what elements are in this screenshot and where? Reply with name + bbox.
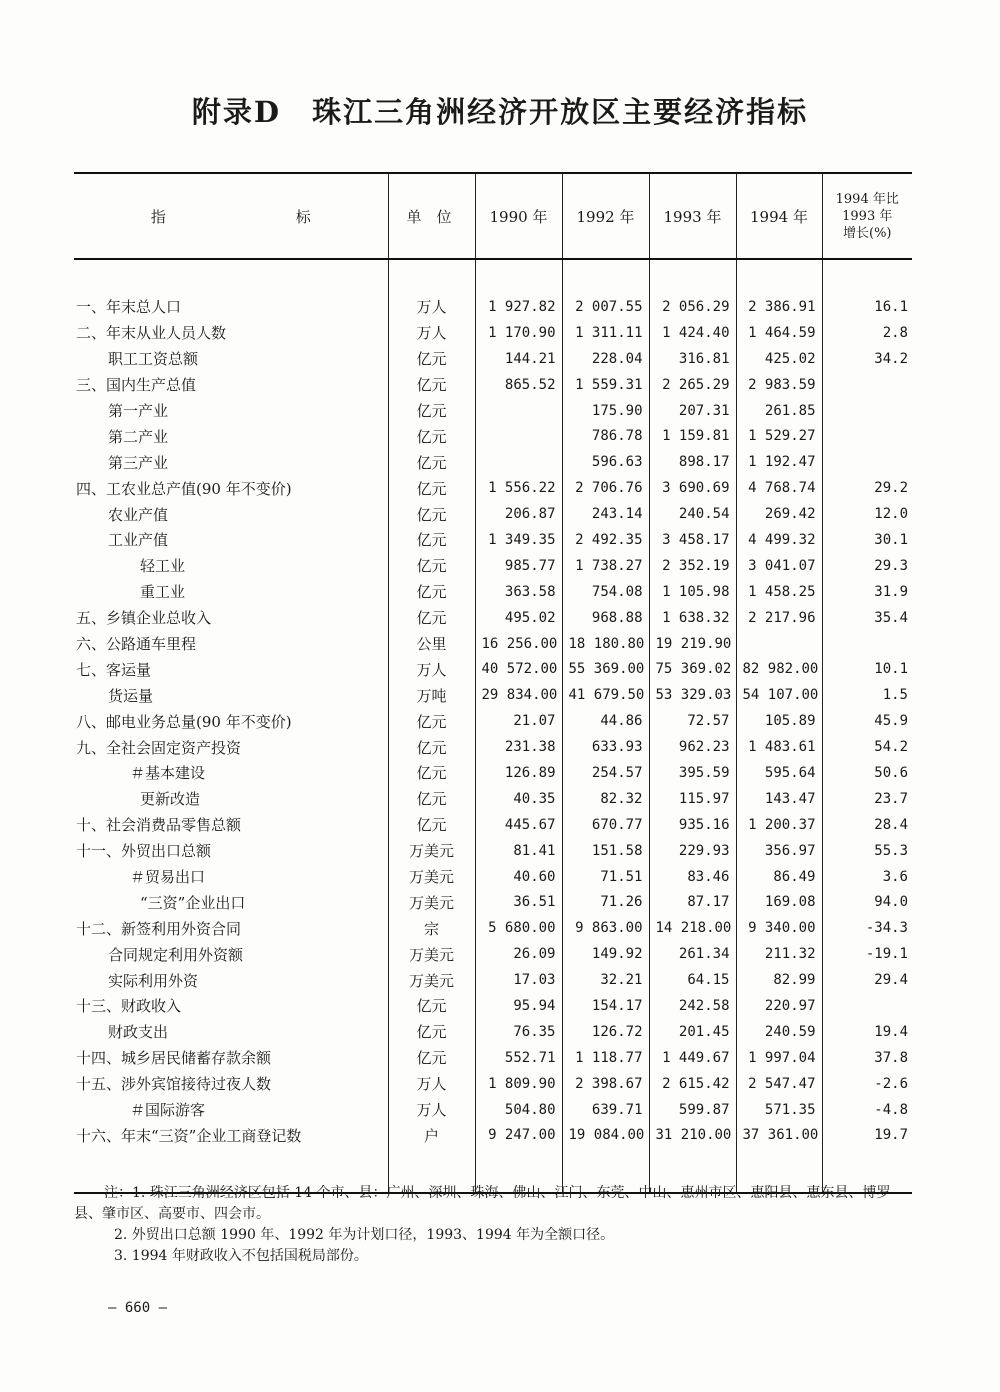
value-1990: 16 256.00 — [475, 631, 562, 657]
table-row — [74, 734, 912, 760]
row-label: 九、全社会固定资产投资 — [76, 738, 242, 757]
row-label: 合同规定利用外资额 — [108, 945, 244, 964]
value-1994: 1 529.27 — [736, 423, 822, 449]
value-1993: 87.17 — [649, 889, 736, 915]
value-1993: 242.58 — [649, 993, 736, 1019]
row-unit: 宗 — [388, 915, 475, 941]
value-1990: 76.35 — [475, 1019, 562, 1045]
page-title: 附录D 珠江三角洲经济开放区主要经济指标 — [191, 95, 809, 129]
value-1994: 2 386.91 — [736, 294, 822, 320]
row-label: 三、国内生产总值 — [76, 376, 197, 395]
table-row — [74, 1097, 912, 1123]
value-1990: 206.87 — [475, 501, 562, 527]
value-1993: 83.46 — [649, 864, 736, 890]
value-1993: 599.87 — [649, 1097, 736, 1123]
value-1992: 55 369.00 — [562, 656, 649, 682]
value-1990: 40.60 — [475, 864, 562, 890]
row-unit: 户 — [388, 1123, 475, 1149]
footnote-1: 注：1. 珠江三角洲经济区包括 14 个市、县：广州、深圳、珠海、佛山、江门、东莞、中山、惠州市区、惠阳县、惠东县、博罗县、肇市区、高要市、四会市。 — [74, 1185, 891, 1222]
table-spacer-row — [74, 259, 912, 294]
row-unit: 亿元 — [388, 372, 475, 398]
value-1994: 82 982.00 — [736, 656, 822, 682]
value-1994: 82.99 — [736, 967, 822, 993]
header-1994: 1994 年 — [736, 173, 822, 259]
table-row — [74, 372, 912, 398]
value-growth: 29.3 — [822, 553, 912, 579]
value-1990: 81.41 — [475, 838, 562, 864]
row-label: 工业产值 — [108, 531, 169, 550]
value-1990: 1 170.90 — [475, 320, 562, 346]
row-unit: 公里 — [388, 631, 475, 657]
value-1994: 425.02 — [736, 346, 822, 372]
value-1993: 1 638.32 — [649, 605, 736, 631]
value-1993: 14 218.00 — [649, 915, 736, 941]
value-1993: 261.34 — [649, 941, 736, 967]
value-1993: 2 352.19 — [649, 553, 736, 579]
row-label: 货运量 — [108, 686, 154, 705]
value-1994: 169.08 — [736, 889, 822, 915]
value-1992: 2 007.55 — [562, 294, 649, 320]
value-growth: 10.1 — [822, 656, 912, 682]
value-1994: 220.97 — [736, 993, 822, 1019]
value-1992: 154.17 — [562, 993, 649, 1019]
value-1994: 1 464.59 — [736, 320, 822, 346]
row-unit: 亿元 — [388, 605, 475, 631]
table-row — [74, 398, 912, 424]
row-unit: 亿元 — [388, 449, 475, 475]
value-1993: 53 329.03 — [649, 682, 736, 708]
value-1990 — [475, 398, 562, 424]
value-1994: 2 547.47 — [736, 1071, 822, 1097]
row-unit: 万人 — [388, 656, 475, 682]
header-indicator: 指 标 — [74, 173, 388, 259]
value-1994: 571.35 — [736, 1097, 822, 1123]
row-unit: 亿元 — [388, 993, 475, 1019]
value-growth: -34.3 — [822, 915, 912, 941]
value-1993: 64.15 — [649, 967, 736, 993]
value-1993: 19 219.90 — [649, 631, 736, 657]
value-1990: 1 349.35 — [475, 527, 562, 553]
value-growth: 50.6 — [822, 760, 912, 786]
value-1992: 149.92 — [562, 941, 649, 967]
table-row — [74, 993, 912, 1019]
row-label: 十六、年末“三资”企业工商登记数 — [76, 1126, 302, 1145]
value-1992: 596.63 — [562, 449, 649, 475]
value-1992: 786.78 — [562, 423, 649, 449]
value-growth: -19.1 — [822, 941, 912, 967]
value-1994: 54 107.00 — [736, 682, 822, 708]
value-growth: 29.4 — [822, 967, 912, 993]
value-growth: 37.8 — [822, 1045, 912, 1071]
row-label: 第三产业 — [108, 453, 169, 472]
value-1992: 968.88 — [562, 605, 649, 631]
row-label: ＃国际游客 — [130, 1101, 206, 1120]
value-growth: -4.8 — [822, 1097, 912, 1123]
table-row — [74, 631, 912, 657]
value-1990: 5 680.00 — [475, 915, 562, 941]
value-1993: 962.23 — [649, 734, 736, 760]
value-1993: 115.97 — [649, 786, 736, 812]
value-growth: 29.2 — [822, 475, 912, 501]
value-growth: 16.1 — [822, 294, 912, 320]
value-growth: -2.6 — [822, 1071, 912, 1097]
value-1993: 898.17 — [649, 449, 736, 475]
row-unit: 亿元 — [388, 553, 475, 579]
row-unit: 亿元 — [388, 423, 475, 449]
value-1994 — [736, 631, 822, 657]
value-growth — [822, 631, 912, 657]
value-1992: 18 180.80 — [562, 631, 649, 657]
value-1992: 754.08 — [562, 579, 649, 605]
value-1994: 2 983.59 — [736, 372, 822, 398]
row-label: 十、社会消费品零售总额 — [76, 816, 242, 835]
value-1992: 32.21 — [562, 967, 649, 993]
value-1992: 1 738.27 — [562, 553, 649, 579]
value-1994: 1 458.25 — [736, 579, 822, 605]
value-1992: 254.57 — [562, 760, 649, 786]
footnotes — [74, 1183, 914, 1267]
value-1994: 1 483.61 — [736, 734, 822, 760]
row-label: 更新改造 — [140, 790, 201, 809]
row-label: 六、公路通车里程 — [76, 635, 197, 654]
row-unit: 万美元 — [388, 838, 475, 864]
value-1992: 19 084.00 — [562, 1123, 649, 1149]
value-1993: 2 265.29 — [649, 372, 736, 398]
table-row — [74, 941, 912, 967]
table-row — [74, 786, 912, 812]
header-1990: 1990 年 — [475, 173, 562, 259]
table-row — [74, 889, 912, 915]
row-unit: 亿元 — [388, 527, 475, 553]
row-label: 轻工业 — [140, 557, 186, 576]
row-unit: 亿元 — [388, 501, 475, 527]
value-growth: 35.4 — [822, 605, 912, 631]
value-growth: 31.9 — [822, 579, 912, 605]
row-unit: 万人 — [388, 1071, 475, 1097]
row-label: ＃基本建设 — [130, 764, 206, 783]
value-1993: 3 690.69 — [649, 475, 736, 501]
value-1992: 126.72 — [562, 1019, 649, 1045]
value-1990: 9 247.00 — [475, 1123, 562, 1149]
value-1993: 207.31 — [649, 398, 736, 424]
table-row — [74, 449, 912, 475]
value-growth — [822, 449, 912, 475]
row-unit: 万吨 — [388, 682, 475, 708]
value-1994: 1 192.47 — [736, 449, 822, 475]
indicator-table-container — [74, 172, 912, 1194]
value-1990: 95.94 — [475, 993, 562, 1019]
value-1992: 44.86 — [562, 708, 649, 734]
value-1994: 356.97 — [736, 838, 822, 864]
value-growth: 23.7 — [822, 786, 912, 812]
value-1992: 2 492.35 — [562, 527, 649, 553]
value-1992: 2 706.76 — [562, 475, 649, 501]
row-label: 农业产值 — [108, 505, 169, 524]
value-growth: 30.1 — [822, 527, 912, 553]
row-unit: 亿元 — [388, 579, 475, 605]
value-1992: 2 398.67 — [562, 1071, 649, 1097]
row-label: 十五、涉外宾馆接待过夜人数 — [76, 1075, 272, 1094]
value-1992: 670.77 — [562, 812, 649, 838]
footnote-3: 3. 1994 年财政收入不包括国税局部份。 — [114, 1248, 368, 1264]
value-growth — [822, 398, 912, 424]
value-1990: 552.71 — [475, 1045, 562, 1071]
value-1993: 201.45 — [649, 1019, 736, 1045]
row-unit: 万美元 — [388, 889, 475, 915]
value-1992: 228.04 — [562, 346, 649, 372]
value-1990: 363.58 — [475, 579, 562, 605]
row-unit: 万人 — [388, 1097, 475, 1123]
value-1992: 71.51 — [562, 864, 649, 890]
value-1992: 639.71 — [562, 1097, 649, 1123]
value-1992: 633.93 — [562, 734, 649, 760]
value-1992: 151.58 — [562, 838, 649, 864]
value-1990: 504.80 — [475, 1097, 562, 1123]
table-row — [74, 423, 912, 449]
row-label: 第一产业 — [108, 402, 169, 420]
table-row — [74, 915, 912, 941]
row-label: 实际利用外资 — [108, 971, 199, 990]
value-1993: 75 369.02 — [649, 656, 736, 682]
row-unit: 万人 — [388, 320, 475, 346]
row-label: 十四、城乡居民储蓄存款余额 — [76, 1049, 272, 1068]
value-1993: 240.54 — [649, 501, 736, 527]
value-1992: 243.14 — [562, 501, 649, 527]
value-1993: 72.57 — [649, 708, 736, 734]
table-row — [74, 864, 912, 890]
table-row — [74, 1123, 912, 1149]
value-growth — [822, 993, 912, 1019]
table-row — [74, 475, 912, 501]
row-unit: 亿元 — [388, 708, 475, 734]
value-1994: 595.64 — [736, 760, 822, 786]
value-growth: 3.6 — [822, 864, 912, 890]
value-1994: 261.85 — [736, 398, 822, 424]
row-unit: 万美元 — [388, 941, 475, 967]
row-label: 五、乡镇企业总收入 — [76, 609, 212, 628]
value-1990: 126.89 — [475, 760, 562, 786]
value-1993: 1 449.67 — [649, 1045, 736, 1071]
value-1993: 395.59 — [649, 760, 736, 786]
table-row — [74, 812, 912, 838]
table-row — [74, 838, 912, 864]
value-1990: 144.21 — [475, 346, 562, 372]
value-1992: 1 118.77 — [562, 1045, 649, 1071]
value-growth — [822, 423, 912, 449]
row-label: 四、工农业总产值(90 年不变价) — [76, 479, 292, 498]
header-1993: 1993 年 — [649, 173, 736, 259]
row-label: 一、年末总人口 — [76, 298, 182, 317]
table-row — [74, 760, 912, 786]
value-1994: 1 997.04 — [736, 1045, 822, 1071]
value-growth: 19.7 — [822, 1123, 912, 1149]
table-row — [74, 1045, 912, 1071]
table-row — [74, 967, 912, 993]
value-1993: 1 424.40 — [649, 320, 736, 346]
value-1993: 3 458.17 — [649, 527, 736, 553]
value-growth: 12.0 — [822, 501, 912, 527]
value-1990: 865.52 — [475, 372, 562, 398]
value-1990 — [475, 423, 562, 449]
value-1990: 1 927.82 — [475, 294, 562, 320]
value-1992: 41 679.50 — [562, 682, 649, 708]
value-growth: 55.3 — [822, 838, 912, 864]
table-row — [74, 294, 912, 320]
value-1993: 1 159.81 — [649, 423, 736, 449]
table-row — [74, 579, 912, 605]
value-1990: 17.03 — [475, 967, 562, 993]
value-1994: 86.49 — [736, 864, 822, 890]
footnote-2: 2. 外贸出口总额 1990 年、1992 年为计划口径，1993、1994 年为全额口径。 — [114, 1227, 615, 1243]
value-1990: 985.77 — [475, 553, 562, 579]
value-1992: 82.32 — [562, 786, 649, 812]
row-unit: 亿元 — [388, 1045, 475, 1071]
value-1990: 40 572.00 — [475, 656, 562, 682]
row-label: “三资”企业出口 — [140, 893, 246, 912]
table-row — [74, 656, 912, 682]
row-label: 十三、财政收入 — [76, 997, 182, 1016]
value-1993: 1 105.98 — [649, 579, 736, 605]
value-1994: 9 340.00 — [736, 915, 822, 941]
value-growth: 45.9 — [822, 708, 912, 734]
table-row — [74, 682, 912, 708]
value-1990: 445.67 — [475, 812, 562, 838]
value-1994: 105.89 — [736, 708, 822, 734]
row-label: 二、年末从业人员人数 — [76, 324, 227, 343]
value-1994: 4 768.74 — [736, 475, 822, 501]
table-row — [74, 527, 912, 553]
row-label: 第二产业 — [108, 427, 169, 446]
table-row — [74, 605, 912, 631]
value-1990: 29 834.00 — [475, 682, 562, 708]
value-1994: 269.42 — [736, 501, 822, 527]
value-1994: 143.47 — [736, 786, 822, 812]
table-header-row — [74, 173, 912, 259]
value-1990: 231.38 — [475, 734, 562, 760]
value-1992: 1 311.11 — [562, 320, 649, 346]
value-1990: 26.09 — [475, 941, 562, 967]
value-1990: 36.51 — [475, 889, 562, 915]
indicator-table — [74, 172, 912, 1194]
value-1992: 175.90 — [562, 398, 649, 424]
value-growth: 1.5 — [822, 682, 912, 708]
header-growth: 1994 年比 1993 年 增长(%) — [822, 173, 912, 259]
row-label: 职工工资总额 — [108, 350, 199, 369]
row-unit: 亿元 — [388, 346, 475, 372]
header-1992: 1992 年 — [562, 173, 649, 259]
value-1990: 1 809.90 — [475, 1071, 562, 1097]
value-1994: 211.32 — [736, 941, 822, 967]
value-1994: 2 217.96 — [736, 605, 822, 631]
value-growth: 2.8 — [822, 320, 912, 346]
row-unit: 亿元 — [388, 734, 475, 760]
value-growth: 19.4 — [822, 1019, 912, 1045]
row-label: 十二、新签利用外资合同 — [76, 919, 242, 938]
value-growth: 94.0 — [822, 889, 912, 915]
row-unit: 亿元 — [388, 398, 475, 424]
value-1993: 316.81 — [649, 346, 736, 372]
row-unit: 万美元 — [388, 864, 475, 890]
value-1994: 240.59 — [736, 1019, 822, 1045]
value-1993: 31 210.00 — [649, 1123, 736, 1149]
value-1994: 3 041.07 — [736, 553, 822, 579]
row-unit: 亿元 — [388, 1019, 475, 1045]
value-1990 — [475, 449, 562, 475]
row-unit: 万美元 — [388, 967, 475, 993]
value-1992: 1 559.31 — [562, 372, 649, 398]
table-body — [74, 259, 912, 1193]
table-row — [74, 553, 912, 579]
value-growth — [822, 372, 912, 398]
header-unit: 单 位 — [388, 173, 475, 259]
value-1993: 2 615.42 — [649, 1071, 736, 1097]
row-label: 八、邮电业务总量(90 年不变价) — [76, 712, 292, 731]
value-growth: 28.4 — [822, 812, 912, 838]
value-1993: 229.93 — [649, 838, 736, 864]
row-unit: 亿元 — [388, 760, 475, 786]
table-row — [74, 708, 912, 734]
value-1992: 9 863.00 — [562, 915, 649, 941]
value-growth: 54.2 — [822, 734, 912, 760]
row-unit: 亿元 — [388, 786, 475, 812]
value-growth: 34.2 — [822, 346, 912, 372]
page-number: — 660 — — [108, 1300, 168, 1316]
row-unit: 亿元 — [388, 475, 475, 501]
value-1990: 21.07 — [475, 708, 562, 734]
value-1994: 37 361.00 — [736, 1123, 822, 1149]
value-1993: 935.16 — [649, 812, 736, 838]
row-label: ＃贸易出口 — [130, 868, 206, 887]
row-unit: 亿元 — [388, 812, 475, 838]
row-label: 财政支出 — [108, 1023, 169, 1042]
row-unit: 万人 — [388, 294, 475, 320]
row-label: 重工业 — [140, 583, 186, 602]
value-1994: 4 499.32 — [736, 527, 822, 553]
table-row — [74, 501, 912, 527]
table-row — [74, 346, 912, 372]
value-1990: 1 556.22 — [475, 475, 562, 501]
table-row — [74, 1019, 912, 1045]
table-row — [74, 320, 912, 346]
value-1990: 495.02 — [475, 605, 562, 631]
value-1994: 1 200.37 — [736, 812, 822, 838]
value-1993: 2 056.29 — [649, 294, 736, 320]
value-1992: 71.26 — [562, 889, 649, 915]
value-1990: 40.35 — [475, 786, 562, 812]
row-label: 七、客运量 — [76, 660, 152, 679]
row-label: 十一、外贸出口总额 — [76, 842, 212, 861]
table-row — [74, 1071, 912, 1097]
